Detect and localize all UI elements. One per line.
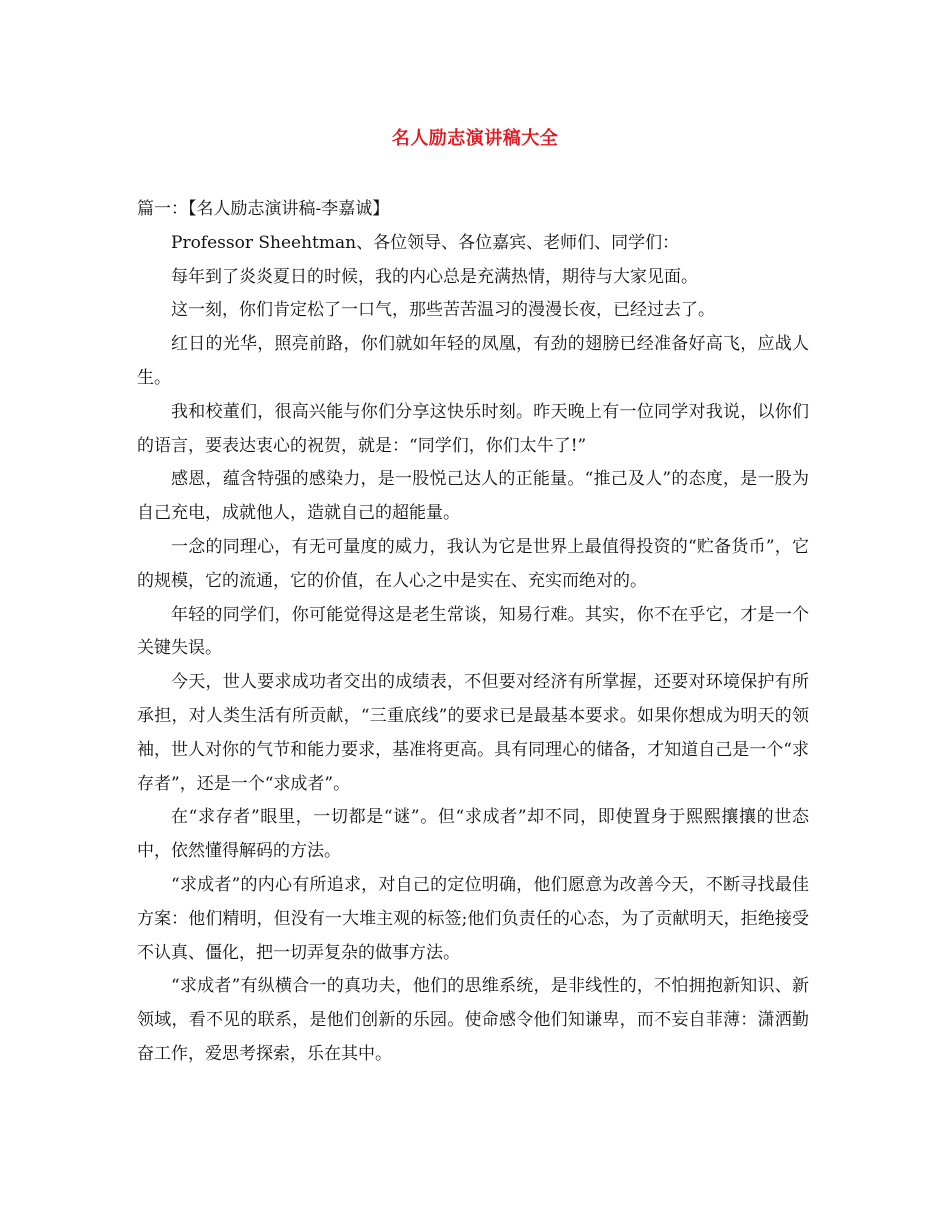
paragraph-7: 一念的同理心，有无可量度的威力，我认为它是世界上最值得投资的“贮备货币”，它的规模，它的流通，它的价值，在人心之中是实在、充实而绝对的。 [137, 536, 809, 591]
paragraph-5: 我和校董们，很高兴能与你们分享这快乐时刻。昨天晚上有一位同学对我说，以你们的语言，要表达衷心的祝贺，就是：“同学们，你们太牛了!” [137, 401, 809, 456]
section-heading: 篇一：【名人励志演讲稿-李嘉诚】 [137, 199, 390, 219]
paragraph-6: 感恩，蕴含特强的感染力，是一股悦己达人的正能量。“推己及人”的态度，是一股为自己充电，成就他人，造就自己的超能量。 [137, 469, 809, 524]
paragraph-3: 这一刻，你们肯定松了一口气，那些苦苦温习的漫漫长夜，已经过去了。 [171, 300, 715, 321]
paragraph-9: 今天，世人要求成功者交出的成绩表，不但要对经济有所掌握，还要对环境保护有所承担，对人类生活有所贡献，“三重底线”的要求已是最基本要求。如果你想成为明天的领袖，世人对你的气节和能力要求，基准将更高。具有同理心的储备，才知道自己是一个“求存者”，还是一个“求成者”。 [137, 672, 809, 794]
paragraph-2: 每年到了炎炎夏日的时候，我的内心总是充满热情，期待与大家见面。 [171, 266, 698, 287]
paragraph-12: “求成者”有纵横合一的真功夫，他们的思维系统，是非线性的，不怕拥抱新知识、新领域，看不见的联系，是他们创新的乐园。使命感令他们知谦卑，而不妄自菲薄：潇洒勤奋工作，爱思考探索，乐在其中。 [137, 976, 809, 1064]
paragraph-11: “求成者”的内心有所追求，对自己的定位明确，他们愿意为改善今天，不断寻找最佳方案：他们精明，但没有一大堆主观的标签;他们负责任的心态，为了贡献明天，拒绝接受不认真、僵化，把一切弄复杂的做事方法。 [137, 874, 809, 963]
paragraph-4: 红日的光华，照亮前路，你们就如年轻的凤凰，有劲的翅膀已经准备好高飞，应战人生。 [137, 334, 809, 388]
paragraph-1: Professor Sheehtman、各位领导、各位嘉宾、老师们、同学们： [171, 232, 680, 253]
document-title: 名人励志演讲稿大全 [391, 128, 559, 149]
paragraph-10: 在“求存者”眼里，一切都是“谜”。但“求成者”却不同，即使置身于熙熙攘攘的世态中，依然懂得解码的方法。 [137, 807, 809, 862]
document-body [137, 193, 809, 1072]
paragraph-8: 年轻的同学们，你可能觉得这是老生常谈，知易行难。其实，你不在乎它，才是一个关键失误。 [137, 604, 809, 659]
